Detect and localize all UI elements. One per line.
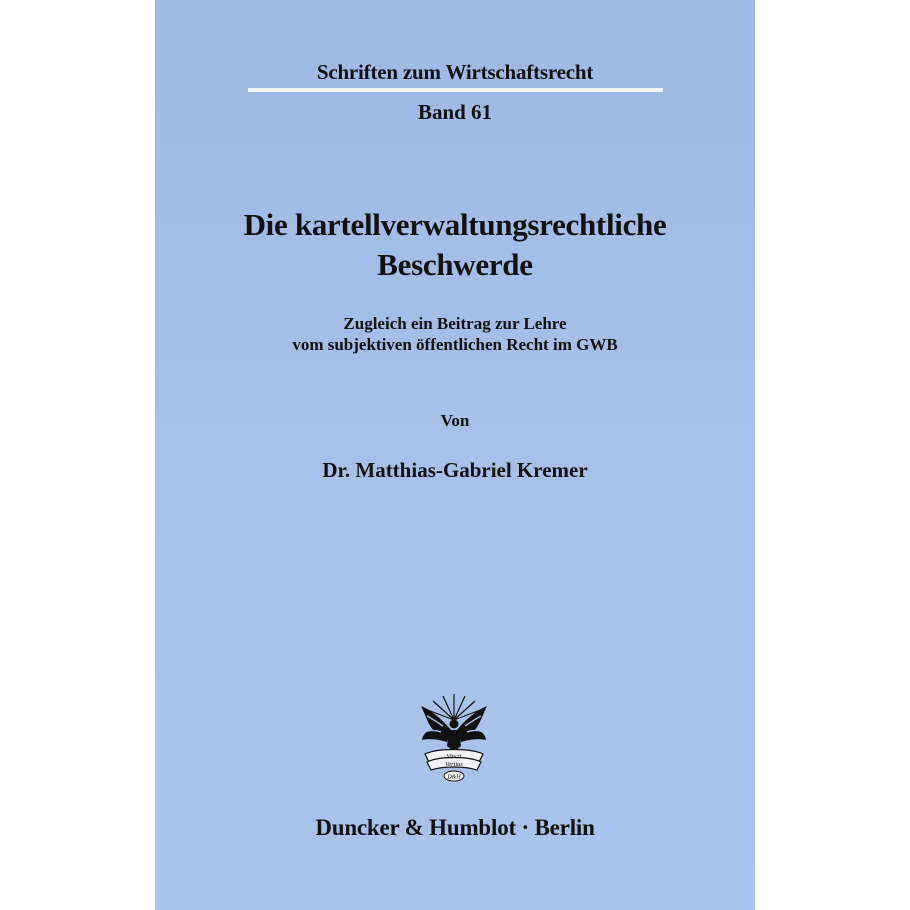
byline: Von [440,411,470,430]
author-name: Dr. Matthias-Gabriel Kremer [322,458,588,482]
series-title: Schriften zum Wirtschaftsrecht [316,60,594,84]
book-subtitle-line-2: vom subjektiven öffentlichen Recht im GWB [292,335,618,354]
logo-motto-line-1: Vincit [446,753,462,760]
book-title-line-2: Beschwerde [377,247,533,282]
publisher-eagle-logo-icon [413,690,495,782]
book-cover [155,0,755,910]
book-title-line-1: Die kartellverwaltungsrechtliche [243,207,667,242]
book-subtitle [155,313,755,355]
volume-number: Band 61 [417,100,493,124]
publisher-imprint: Duncker & Humblot · Berlin [315,815,595,840]
logo-motto-line-2: Veritas [444,761,464,768]
book-title [155,205,755,285]
series-divider [248,88,663,92]
book-subtitle-line-1: Zugleich ein Beitrag zur Lehre [343,314,567,333]
logo-initials: D&H [447,774,461,781]
